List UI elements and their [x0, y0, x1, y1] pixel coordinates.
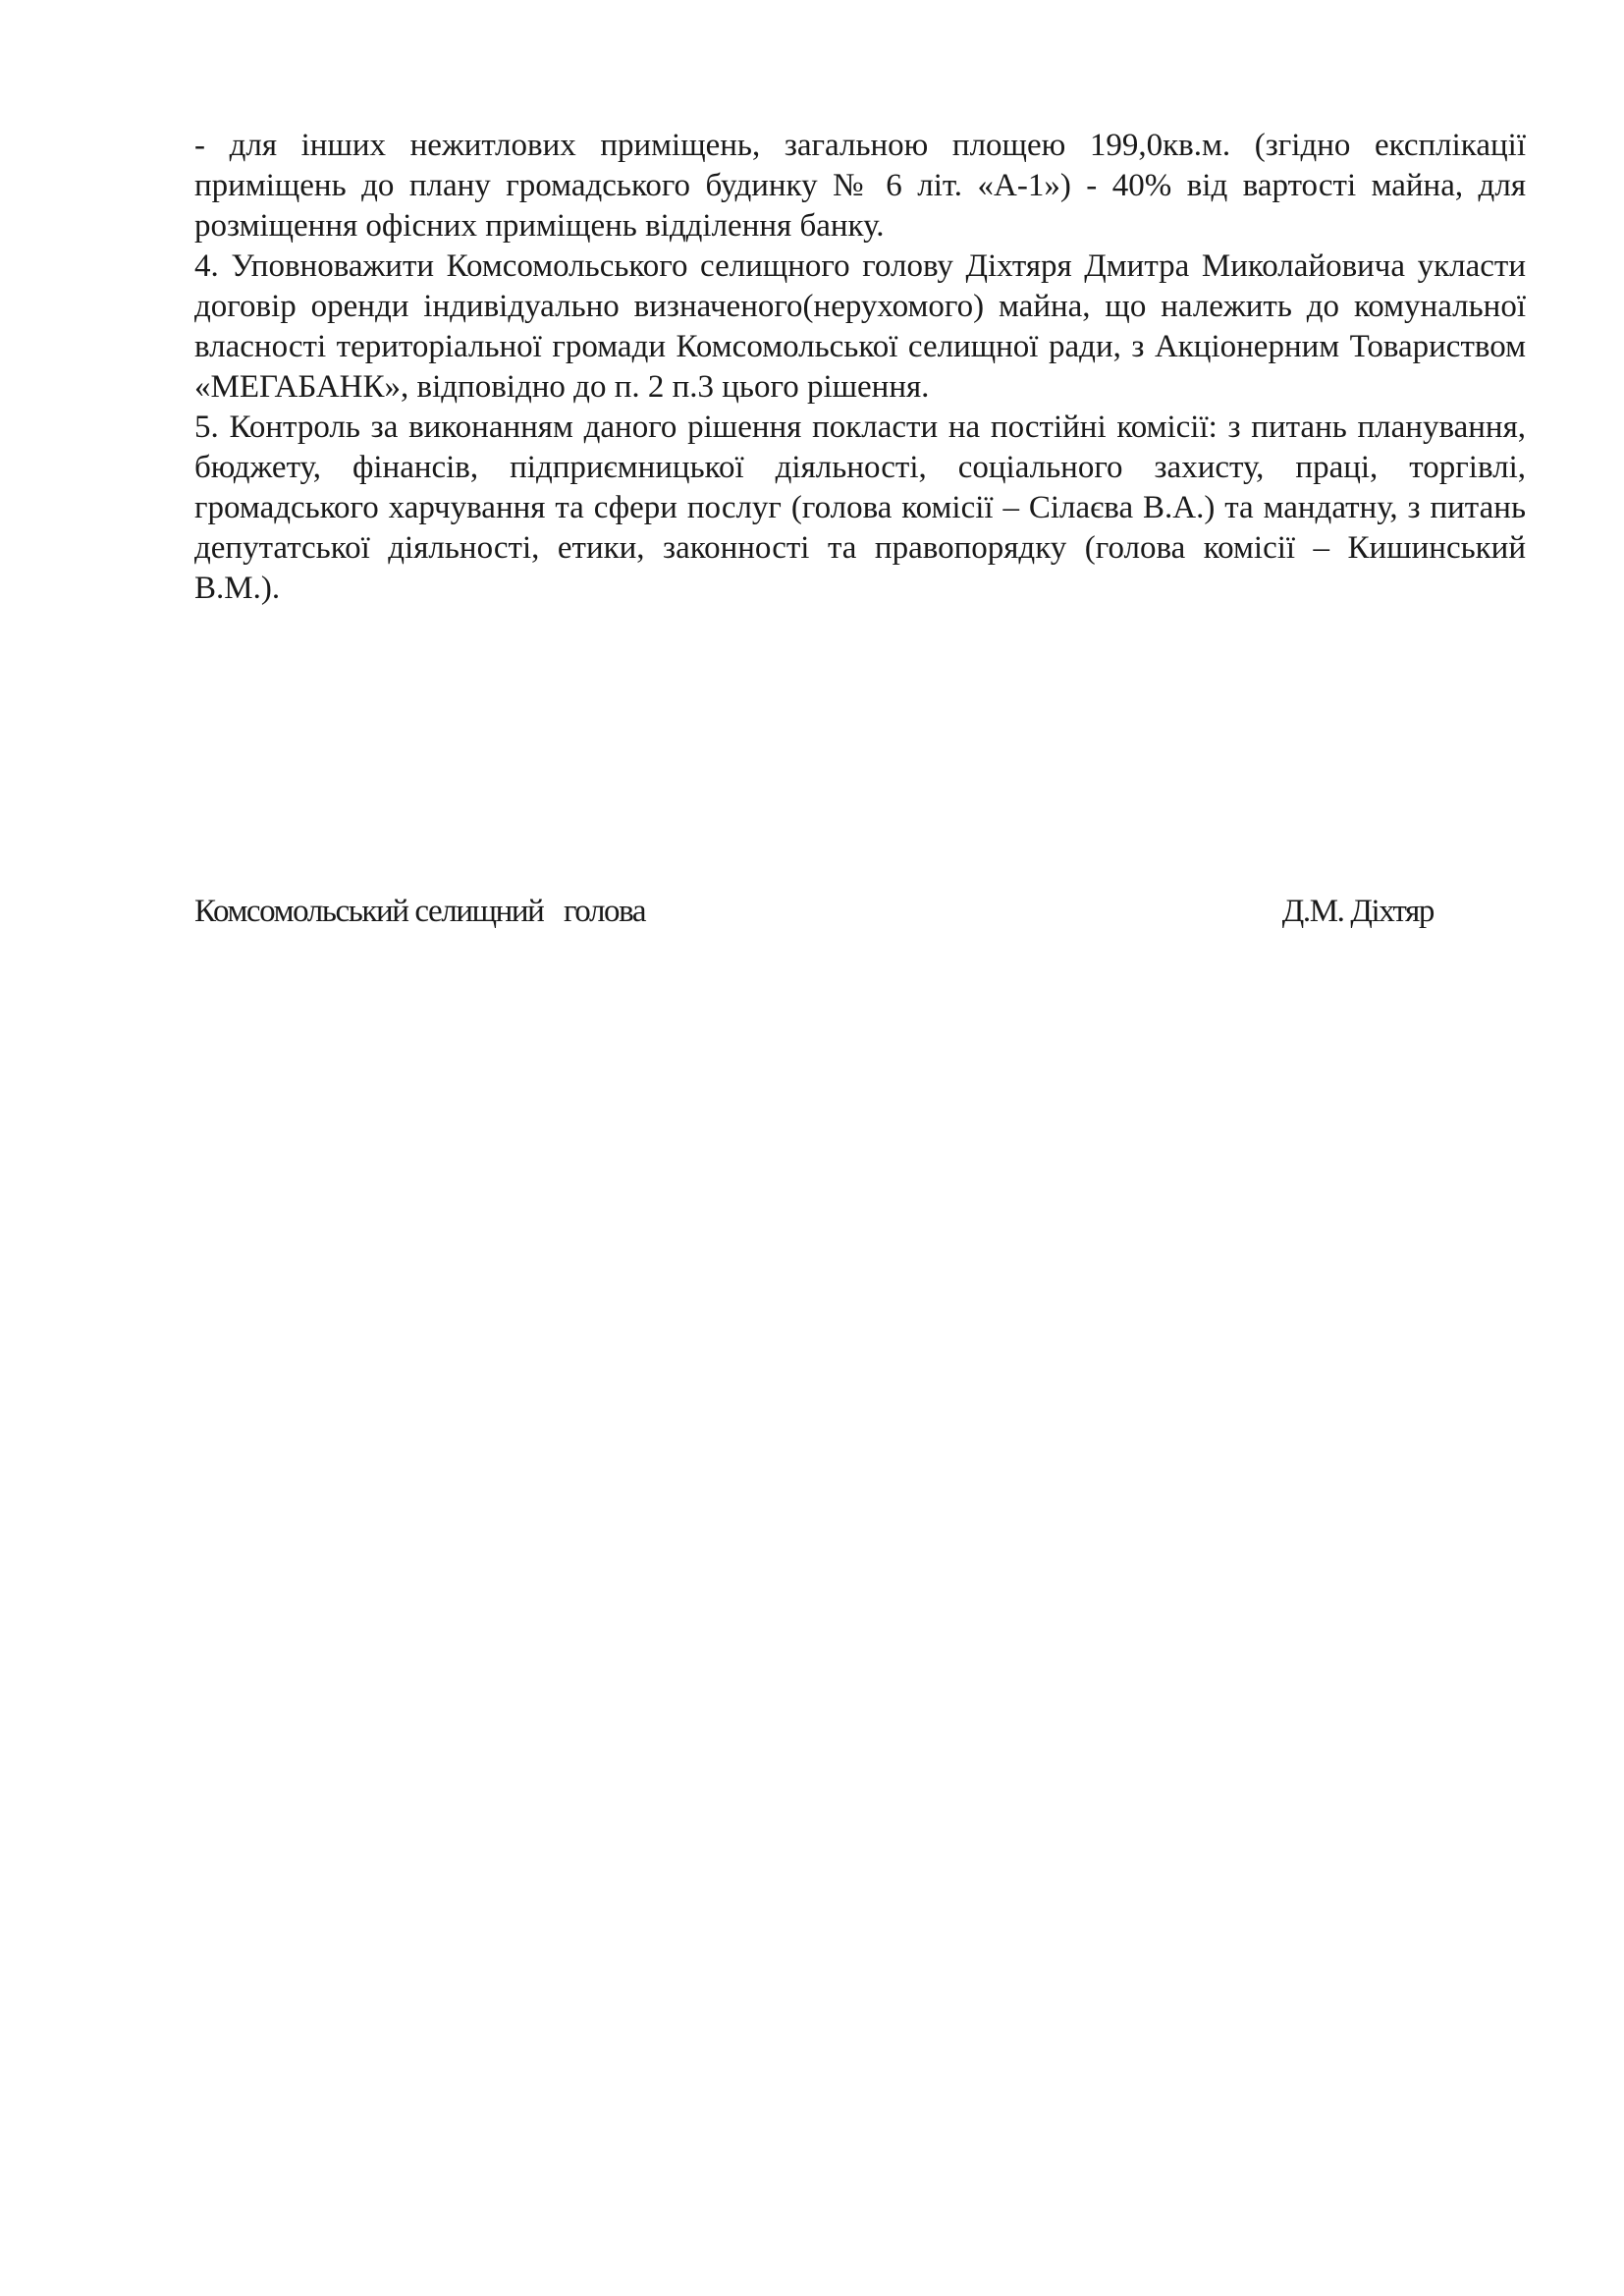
paragraph-other-premises: - для інших нежитлових приміщень, загальною площею 199,0кв.м. (згідно експлікації приміщень до плану громадського будинку № 6 літ. «А-1») - 40% від вартості майна, для розміщення офісних приміщень відділення банку. — [194, 128, 1526, 244]
signature-block — [194, 890, 1434, 933]
signatory-name: Д.М. Діхтяр — [1281, 894, 1434, 929]
paragraph-item-4-authorize-lease: 4. Уповноважити Комсомольського селищного голову Діхтяря Дмитра Миколайовича укласти договір оренди індивідуально визначеного(нерухомого) майна, що належить до комунальної власності територіальної громади Комсомольської селищної ради, з Акціонерним Товариством «МЕГАБАНК», відповідно до п. 2 п.3 цього рішення. — [194, 248, 1526, 405]
paragraph-item-5-control: 5. Контроль за виконанням даного рішення покласти на постійні комісії: з питань планування, бюджету, фінансів, підприємницької діяльності, соціального захисту, праці, торгівлі, громадського харчування та сфери послуг (голова комісії – Сілаєва В.А.) та мандатну, з питань депутатської діяльності, етики, законності та правопорядку (голова комісії – Кишинський В.М.). — [194, 410, 1526, 606]
signatory-title: Комсомольський селищний голова — [194, 894, 646, 929]
document-body — [194, 126, 1526, 609]
